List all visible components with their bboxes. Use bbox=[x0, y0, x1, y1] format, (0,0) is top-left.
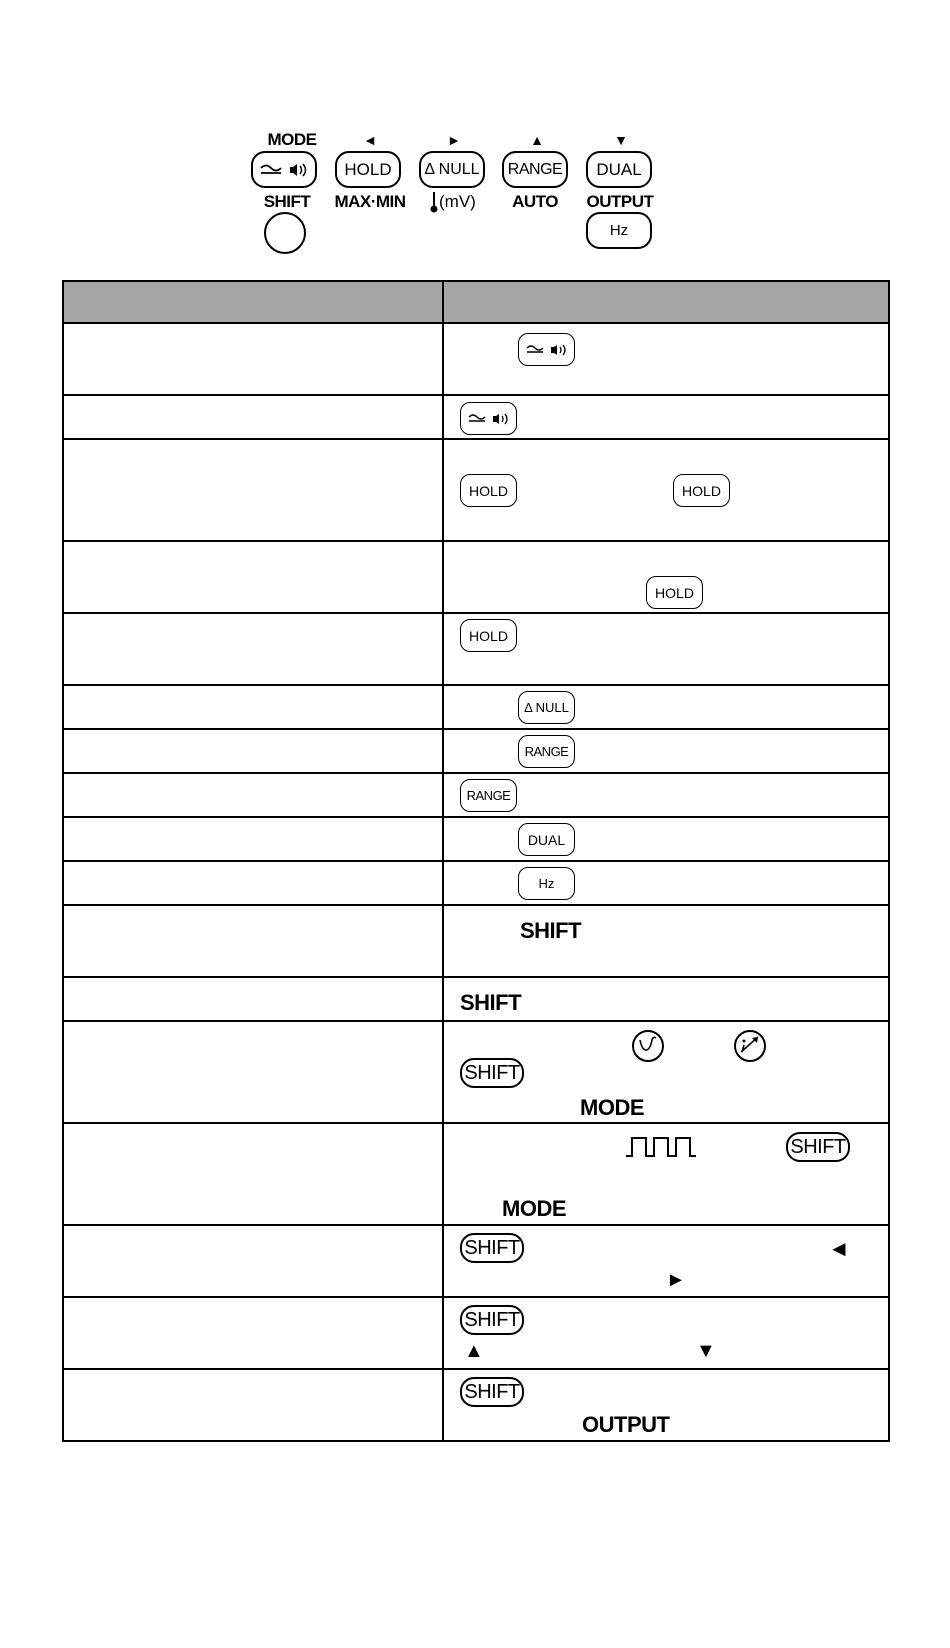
table-header-left bbox=[63, 281, 443, 323]
table-cell-right bbox=[443, 541, 889, 613]
hz-key-symbol: Hz bbox=[518, 867, 575, 900]
shift-text: SHIFT bbox=[460, 990, 522, 1015]
range-key[interactable]: RANGE bbox=[502, 151, 568, 188]
mode-label: MODE bbox=[267, 130, 317, 149]
table-row bbox=[63, 1297, 889, 1369]
left-arrow-icon: ◄ bbox=[828, 1236, 850, 1261]
hold-key-symbol: HOLD bbox=[673, 474, 730, 507]
hold-key[interactable]: HOLD bbox=[335, 151, 401, 188]
table-cell-right bbox=[443, 395, 889, 439]
down-arrow-icon: ▼ bbox=[614, 132, 628, 148]
table-cell-right bbox=[443, 1225, 889, 1297]
table-row bbox=[63, 817, 889, 861]
right-arrow-icon: ► bbox=[447, 132, 461, 148]
shift-key[interactable] bbox=[264, 212, 306, 254]
table-row bbox=[63, 1123, 889, 1225]
table-row bbox=[63, 729, 889, 773]
table-cell-right bbox=[443, 977, 889, 1021]
table-cell-right bbox=[443, 861, 889, 905]
shift-key-symbol: SHIFT bbox=[786, 1132, 850, 1162]
table-cell-left bbox=[63, 439, 443, 541]
down-arrow-icon: ▼ bbox=[696, 1340, 716, 1362]
shift-key-symbol: SHIFT bbox=[460, 1377, 524, 1407]
mode-key-symbol bbox=[460, 402, 517, 435]
table-cell-right bbox=[443, 1021, 889, 1123]
table-row bbox=[63, 395, 889, 439]
table-row bbox=[63, 613, 889, 685]
left-arrow-icon: ◄ bbox=[363, 132, 377, 148]
table-cell-right bbox=[443, 905, 889, 977]
table-cell-left bbox=[63, 773, 443, 817]
hold-key-symbol: HOLD bbox=[646, 576, 703, 609]
hz-key[interactable]: Hz bbox=[586, 212, 652, 249]
table-cell-right bbox=[443, 613, 889, 685]
table-cell-left bbox=[63, 861, 443, 905]
table-row bbox=[63, 861, 889, 905]
mode-key-symbol bbox=[518, 333, 575, 366]
table-cell-left bbox=[63, 1123, 443, 1225]
current-source-icon bbox=[732, 1028, 768, 1064]
table-cell-right bbox=[443, 817, 889, 861]
shift-label: SHIFT bbox=[263, 192, 311, 211]
table-cell-left bbox=[63, 905, 443, 977]
mode-text: MODE bbox=[580, 1095, 644, 1120]
table-cell-left bbox=[63, 1225, 443, 1297]
range-key-symbol: RANGE bbox=[518, 735, 575, 768]
table-cell-right bbox=[443, 685, 889, 729]
table-cell-right bbox=[443, 1369, 889, 1441]
table-cell-left bbox=[63, 977, 443, 1021]
table-cell-left bbox=[63, 1297, 443, 1369]
thermometer-mv-label: (mV) bbox=[425, 190, 495, 214]
table-row bbox=[63, 905, 889, 977]
table-row bbox=[63, 439, 889, 541]
null-key-symbol: Δ NULL bbox=[518, 691, 575, 724]
mode-wave-sound-icon bbox=[257, 160, 311, 180]
up-arrow-icon: ▲ bbox=[464, 1340, 484, 1362]
table-cell-left bbox=[63, 817, 443, 861]
shift-key-symbol: SHIFT bbox=[460, 1233, 524, 1263]
table-row bbox=[63, 1369, 889, 1441]
table-cell-right bbox=[443, 1297, 889, 1369]
table-cell-right bbox=[443, 773, 889, 817]
table-cell-left bbox=[63, 395, 443, 439]
dual-key-symbol: DUAL bbox=[518, 823, 575, 856]
up-arrow-icon: ▲ bbox=[530, 132, 544, 148]
mode-wave-sound-icon bbox=[524, 342, 570, 358]
output-text: OUTPUT bbox=[582, 1412, 670, 1437]
table-cell-left bbox=[63, 541, 443, 613]
table-row bbox=[63, 1021, 889, 1123]
hold-key-symbol: HOLD bbox=[460, 619, 517, 652]
shift-key-symbol: SHIFT bbox=[460, 1058, 524, 1088]
table-cell-left bbox=[63, 729, 443, 773]
hold-key-symbol: HOLD bbox=[460, 474, 517, 507]
table-cell-right bbox=[443, 323, 889, 395]
mode-wave-sound-icon bbox=[466, 411, 512, 427]
table-cell-left bbox=[63, 1369, 443, 1441]
max-min-label: MAX·MIN bbox=[334, 192, 406, 211]
table-cell-left bbox=[63, 323, 443, 395]
voltage-source-icon bbox=[630, 1028, 666, 1064]
output-label: OUTPUT bbox=[586, 192, 654, 211]
auto-label: AUTO bbox=[512, 192, 558, 211]
range-key-symbol: RANGE bbox=[460, 779, 517, 812]
table-row bbox=[63, 685, 889, 729]
right-arrow-icon: ► bbox=[666, 1269, 686, 1291]
table-header-right bbox=[443, 281, 889, 323]
table-row bbox=[63, 323, 889, 395]
mode-key[interactable] bbox=[251, 151, 317, 188]
dual-key[interactable]: DUAL bbox=[586, 151, 652, 188]
table-cell-left bbox=[63, 685, 443, 729]
square-wave-icon bbox=[624, 1134, 698, 1160]
table-cell-left bbox=[63, 1021, 443, 1123]
table-cell-left bbox=[63, 613, 443, 685]
null-key[interactable]: Δ NULL bbox=[419, 151, 485, 188]
mode-text: MODE bbox=[502, 1196, 566, 1221]
table-row bbox=[63, 773, 889, 817]
table-cell-right bbox=[443, 1123, 889, 1225]
table-row bbox=[63, 541, 889, 613]
table-cell-right bbox=[443, 729, 889, 773]
table-row bbox=[63, 977, 889, 1021]
table-row bbox=[63, 1225, 889, 1297]
shift-text: SHIFT bbox=[520, 918, 582, 943]
shift-key-symbol: SHIFT bbox=[460, 1305, 524, 1335]
table-cell-right bbox=[443, 439, 889, 541]
key-function-table bbox=[62, 280, 890, 1442]
